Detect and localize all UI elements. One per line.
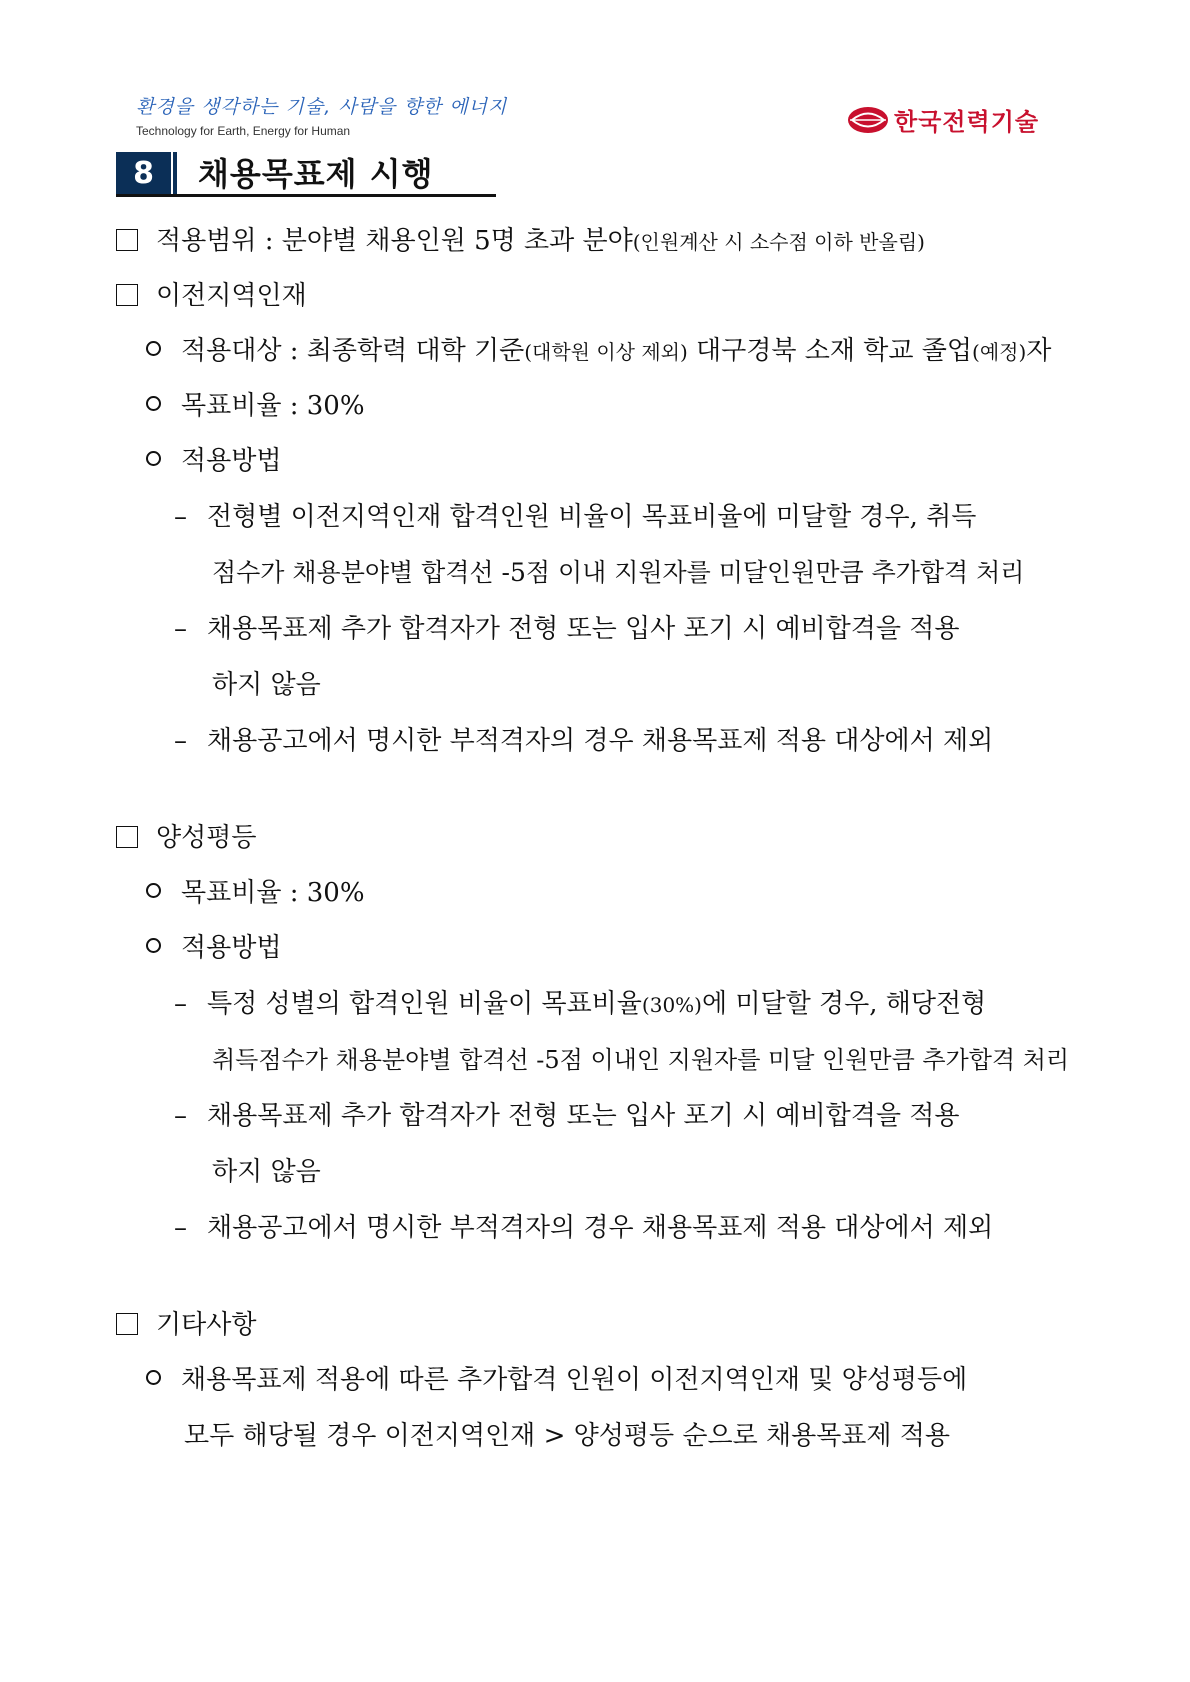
square-bullet-icon [116,284,138,306]
circle-bullet-icon [146,341,161,356]
circle-bullet-icon [146,938,161,953]
local-detail-2: – 채용목표제 추가 합격자가 전형 또는 입사 포기 시 예비합격을 적용 [174,611,960,647]
etc-item-1: 채용목표제 적용에 따른 추가합격 인원이 이전지역인재 및 양성평등에 [146,1362,967,1398]
gender-detail-2-cont: 하지 않음 [212,1157,321,1187]
dash-bullet: – [174,1101,187,1131]
circle-bullet-icon [146,396,161,411]
gender-ratio: 목표비율 : 30% [146,875,365,911]
slogan-korean: 환경을 생각하는 기술, 사람을 향한 에너지 [136,96,508,118]
gender-detail-2: – 채용목표제 추가 합격자가 전형 또는 입사 포기 시 예비합격을 적용 [174,1098,960,1134]
local-method: 적용방법 [146,443,281,479]
gender-method: 적용방법 [146,930,281,966]
gender-heading: 양성평등 [116,820,256,856]
logo-text: 한국전력기술 [894,108,1040,136]
kepco-logo-icon [846,105,890,135]
page-header [0,0,1190,150]
dash-bullet: – [174,726,187,756]
gender-detail-1-cont: 취득점수가 채용분야별 합격선 -5점 이내인 지원자를 미달 인원만큼 추가합격 처리 [212,1046,1070,1074]
slogan-english: Technology for Earth, Energy for Human [136,124,351,138]
local-ratio: 목표비율 : 30% [146,388,365,424]
section-number: 8 [116,152,171,196]
circle-bullet-icon [146,883,161,898]
dash-bullet: – [174,1213,187,1243]
circle-bullet-icon [146,451,161,466]
local-detail-3: – 채용공고에서 명시한 부적격자의 경우 채용목표제 적용 대상에서 제외 [174,723,993,759]
local-detail-2-cont: 하지 않음 [212,670,321,700]
section-title-text: 채용목표제 시행 [198,155,434,193]
local-target: 적용대상 : 최종학력 대학 기준(대학원 이상 제외) 대구경북 소재 학교 졸업(예정)자 [146,333,1051,370]
square-bullet-icon [116,1313,138,1335]
gender-detail-3: – 채용공고에서 명시한 부적격자의 경우 채용목표제 적용 대상에서 제외 [174,1210,993,1246]
local-detail-1: – 전형별 이전지역인재 합격인원 비율이 목표비율에 미달할 경우, 취득 [174,499,976,535]
etc-item-1-cont: 모두 해당될 경우 이전지역인재 > 양성평등 순으로 채용목표제 적용 [184,1421,951,1451]
local-heading: 이전지역인재 [116,278,307,314]
gender-detail-1: – 특정 성별의 합격인원 비율이 목표비율(30%)에 미달할 경우, 해당전형 [174,986,986,1023]
local-detail-1-cont: 점수가 채용분야별 합격선 -5점 이내 지원자를 미달인원만큼 추가합격 처리 [212,558,1025,587]
section-title [116,152,496,196]
scope-item: 적용범위 : 분야별 채용인원 5명 초과 분야(인원계산 시 소수점 이하 반올림) [116,223,925,260]
dash-bullet: – [174,989,187,1019]
square-bullet-icon [116,826,138,848]
etc-heading: 기타사항 [116,1307,256,1343]
dash-bullet: – [174,614,187,644]
dash-bullet: – [174,502,187,532]
company-logo [846,102,1039,137]
square-bullet-icon [116,229,138,251]
circle-bullet-icon [146,1370,161,1385]
title-underline [116,194,496,197]
